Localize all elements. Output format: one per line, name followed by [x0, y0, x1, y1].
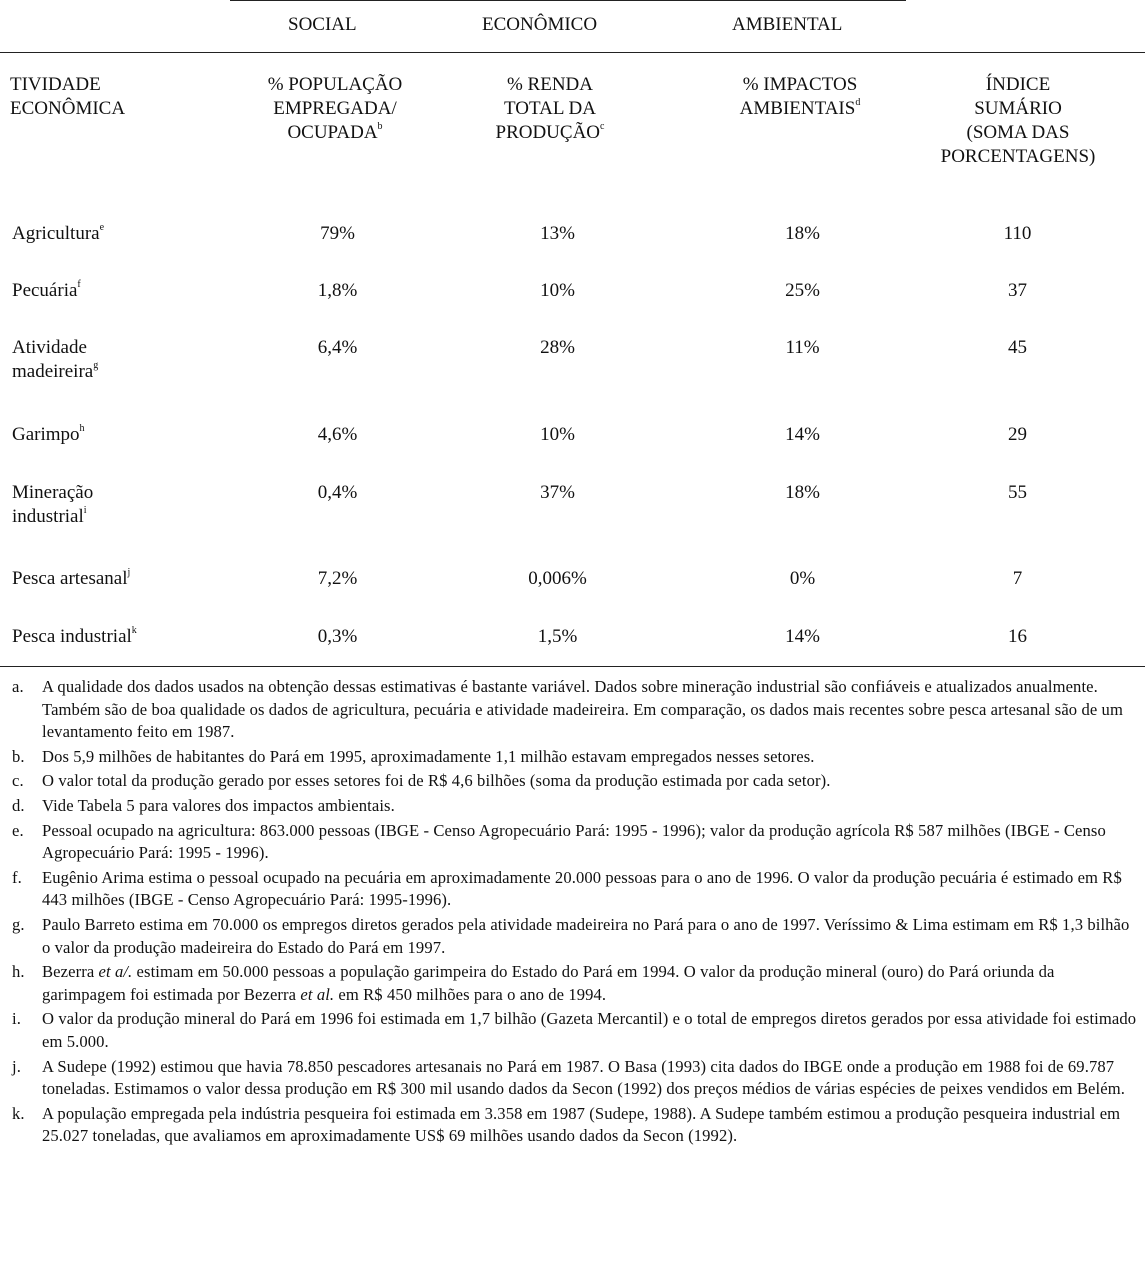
- row-impactos: 14%: [785, 626, 820, 647]
- row-populacao: 0,3%: [317, 626, 358, 647]
- row-impactos: 18%: [785, 482, 820, 503]
- table-bottom-rule: [0, 666, 1145, 667]
- footnote-e: e. Pessoal ocupado na agricultura: 863.000 pessoas (IBGE - Censo Agropecuário Pará: 1995 - 1996); valor da produção agrícola R$ 587 milhões (IBGE - Censo Agropecuário Pará: 1995 - 1996).: [12, 820, 1106, 863]
- row-renda: 10%: [540, 424, 575, 445]
- row-populacao: 79%: [320, 223, 355, 244]
- footnotes: [12, 676, 1140, 1150]
- row-populacao: 7,2%: [317, 568, 358, 589]
- row-indice: 16: [1008, 626, 1027, 647]
- footnote-d: d. Vide Tabela 5 para valores dos impactos ambientais.: [12, 795, 395, 815]
- header-atividade: [10, 73, 125, 121]
- row-renda: 37%: [540, 482, 575, 503]
- header-renda-note: c: [600, 120, 605, 132]
- footnote-c: c. O valor total da produção gerado por esses setores foi de R$ 4,6 bilhões (soma da produção estimada por cada setor).: [12, 771, 831, 791]
- row-populacao: 0,4%: [317, 482, 358, 503]
- header-indice: [900, 73, 1136, 169]
- group-social: SOCIAL: [288, 14, 357, 35]
- header-renda-text: % RENDA TOTAL DA PRODUÇÃO: [495, 74, 601, 143]
- row-impactos: 0%: [789, 568, 816, 589]
- footnote-i: i. O valor da produção mineral do Pará em 1996 foi estimada em 1,7 bilhão (Gazeta Mercantil) e o total de empregos diretos gerados por essa atividade foi estimado em 5.000.: [12, 1009, 1137, 1051]
- header-atividade-text: TIVIDADE ECONÔMICA: [10, 74, 126, 119]
- row-impactos: 25%: [785, 280, 820, 301]
- row-activity: Pecuária$^f$: [12, 278, 81, 301]
- top-rule: [230, 0, 906, 1]
- row-activity: Pesca artesanal$^j$: [12, 566, 131, 589]
- footnote-j: j. A Sudepe (1992) estimou que havia 78.850 pescadores artesanais no Pará em 1987. O Basa (1993) cita dados do IBGE onde a produção em 1988 foi de 69.787 toneladas. Estimamos o valor dessa produção em R$ 300 mil usando dados da Secon (1992) dos preços médios de várias espécies de peixes vendidos em Belém.: [12, 1056, 1125, 1099]
- row-activity: Pesca industrial$^k$: [12, 624, 137, 647]
- footnote-b: b. Dos 5,9 milhões de habitantes do Pará em 1995, aproximadamente 1,1 milhão estavam empregados nesses setores.: [12, 746, 815, 766]
- row-activity: Garimpo$^h$: [12, 422, 85, 445]
- row-activity: Agricultura$^e$: [12, 221, 105, 244]
- row-impactos: 11%: [785, 337, 820, 358]
- footnote-k: k. A população empregada pela indústria pesqueira foi estimada em 3.358 em 1987 (Sudepe, 1988). A Sudepe também estimou a produção pesqueira industrial em 25.027 toneladas, que avaliamos em aproximadamente US$ 69 milhões usando dados da Secon (1992).: [12, 1103, 1121, 1146]
- row-indice: 7: [1012, 568, 1023, 589]
- header-populacao-text: % POPULAÇÃO EMPREGADA/ OCUPADA: [267, 74, 403, 143]
- header-populacao-note: b: [377, 120, 383, 132]
- row-impactos: 14%: [785, 424, 820, 445]
- row-indice: 29: [1008, 424, 1027, 445]
- header-impactos-text: % IMPACTOS AMBIENTAIS: [739, 74, 858, 119]
- row-indice: 110: [1003, 223, 1032, 244]
- row-activity: Mineração industrial$^i$: [12, 482, 94, 527]
- header-populacao: [220, 73, 450, 145]
- footnote-f: f. Eugênio Arima estima o pessoal ocupado na pecuária em aproximadamente 20.000 pessoas para o ano de 1996. O valor da produção pecuária é estimado em R$ 443 milhões (IBGE - Censo Agropecuário Pará: 1995-1996).: [12, 867, 1122, 910]
- row-populacao: 6,4%: [317, 337, 358, 358]
- group-economico: ECONÔMICO: [482, 14, 598, 35]
- row-indice: 45: [1008, 337, 1027, 358]
- row-populacao: 1,8%: [317, 280, 358, 301]
- header-impactos: [690, 73, 910, 121]
- group-ambiental: AMBIENTAL: [732, 14, 843, 35]
- row-populacao: 4,6%: [317, 424, 358, 445]
- header-impactos-note: d: [855, 96, 861, 108]
- footnote-h: h. Bezerra et a/. estimam em 50.000 pessoas a população garimpeira do Estado do Pará em 1994. O valor da produção mineral (ouro) do Pará oriunda da garimpagem foi estimada por Bezerra et al. em R$ 450 milhões para o ano de 1994.: [12, 962, 1055, 1004]
- row-indice: 55: [1008, 482, 1027, 503]
- row-renda: 28%: [540, 337, 575, 358]
- row-indice: 37: [1008, 280, 1027, 301]
- group-header-row: [0, 14, 1145, 40]
- row-renda: 0,006%: [528, 568, 587, 589]
- row-renda: 1,5%: [537, 626, 578, 647]
- footnote-g: g. Paulo Barreto estima em 70.000 os empregos diretos gerados pela atividade madeireira no Pará para o ano de 1997. Veríssimo & Lima estimam em R$ 1,3 bilhão o valor da produção madeireira do Estado do Pará em 1997.: [12, 914, 1130, 957]
- header-renda: [440, 73, 660, 145]
- row-renda: 10%: [540, 280, 575, 301]
- row-activity: Atividade madeireira$^g$: [12, 337, 99, 382]
- footnote-a: a. A qualidade dos dados usados na obtenção dessas estimativas é bastante variável. Dados sobre mineração industrial são confiáveis e atualizados anualmente. Também são de boa qualidade os dados de agricultura, pecuária e atividade madeireira. Em comparação, os dados mais recentes sobre pesca artesanal são de um levantamento feito em 1987.: [12, 677, 1123, 742]
- header-rule: [0, 52, 1145, 53]
- row-impactos: 18%: [785, 223, 820, 244]
- header-indice-text: ÍNDICE SUMÁRIO (SOMA DAS PORCENTAGENS): [940, 74, 1096, 167]
- row-renda: 13%: [540, 223, 575, 244]
